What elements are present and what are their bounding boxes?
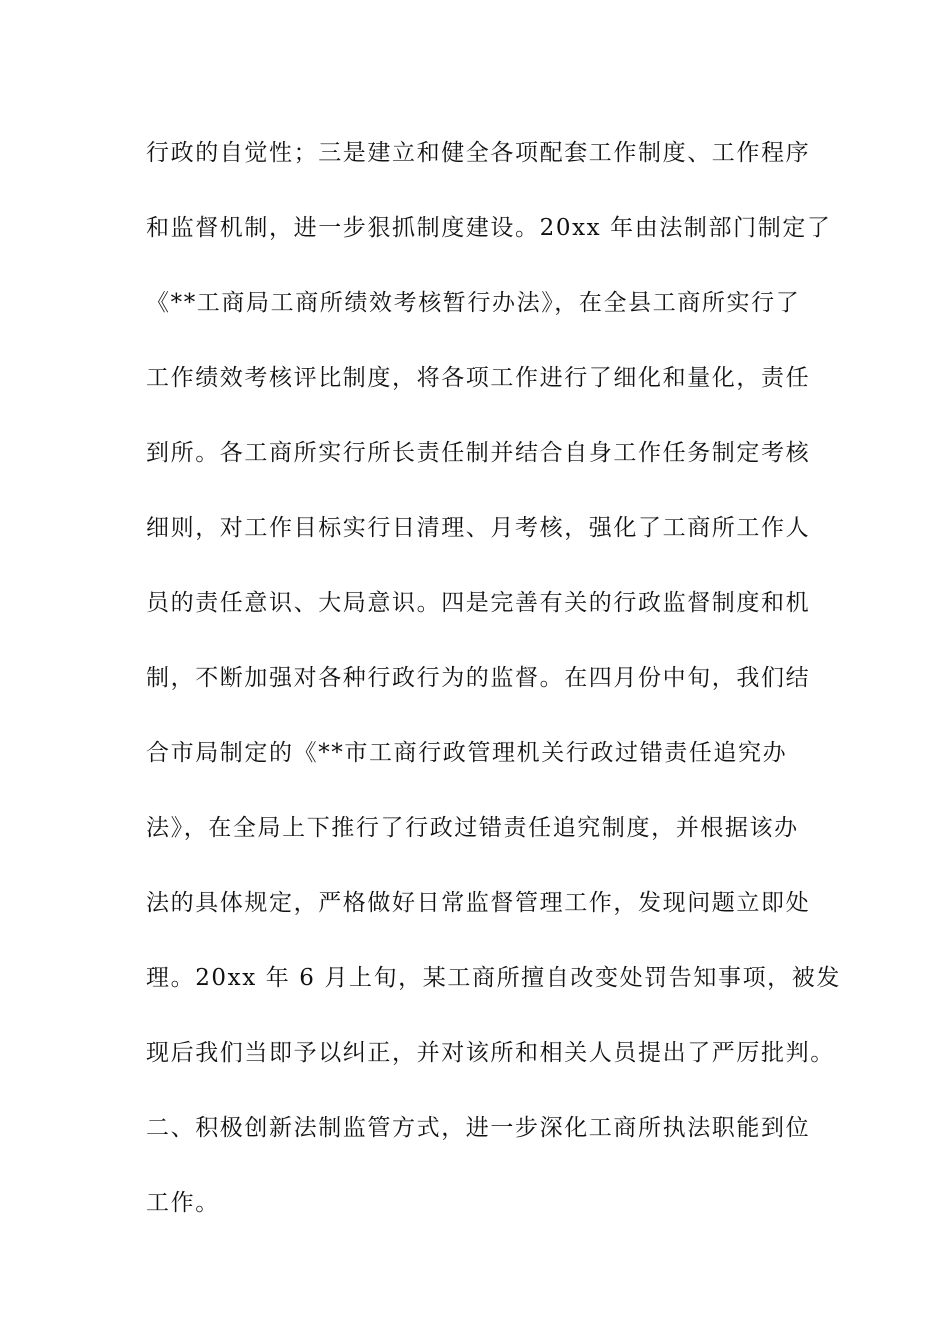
text-line: 制，不断加强对各种行政行为的监督。在四月份中旬，我们结 xyxy=(146,665,811,691)
body-text xyxy=(146,128,841,1253)
text-line: 和监督机制，进一步狠抓制度建设。20xx 年由法制部门制定了 xyxy=(146,215,832,241)
text-line: 员的责任意识、大局意识。四是完善有关的行政监督制度和机 xyxy=(146,590,811,616)
text-line: 到所。各工商所实行所长责任制并结合自身工作任务制定考核 xyxy=(146,440,811,466)
text-line: 法》，在全局上下推行了行政过错责任追究制度，并根据该办 xyxy=(146,815,799,841)
text-line: 现后我们当即予以纠正，并对该所和相关人员提出了严厉批判。 xyxy=(146,1040,835,1066)
section-heading-line: 工作。 xyxy=(146,1190,220,1216)
text-line: 工作绩效考核评比制度，将各项工作进行了细化和量化，责任 xyxy=(146,365,811,391)
text-line: 合市局制定的《**市工商行政管理机关行政过错责任追究办 xyxy=(146,740,788,766)
text-line: 法的具体规定，严格做好日常监督管理工作，发现问题立即处 xyxy=(146,890,811,916)
text-line: 《**工商局工商所绩效考核暂行办法》，在全县工商所实行了 xyxy=(146,290,801,316)
text-line: 理。20xx 年 6 月上旬，某工商所擅自改变处罚告知事项，被发 xyxy=(146,965,841,991)
text-line: 行政的自觉性；三是建立和健全各项配套工作制度、工作程序 xyxy=(146,140,811,166)
section-heading-line: 二、积极创新法制监管方式，进一步深化工商所执法职能到位 xyxy=(146,1115,811,1141)
text-line: 细则，对工作目标实行日清理、月考核，强化了工商所工作人 xyxy=(146,515,811,541)
